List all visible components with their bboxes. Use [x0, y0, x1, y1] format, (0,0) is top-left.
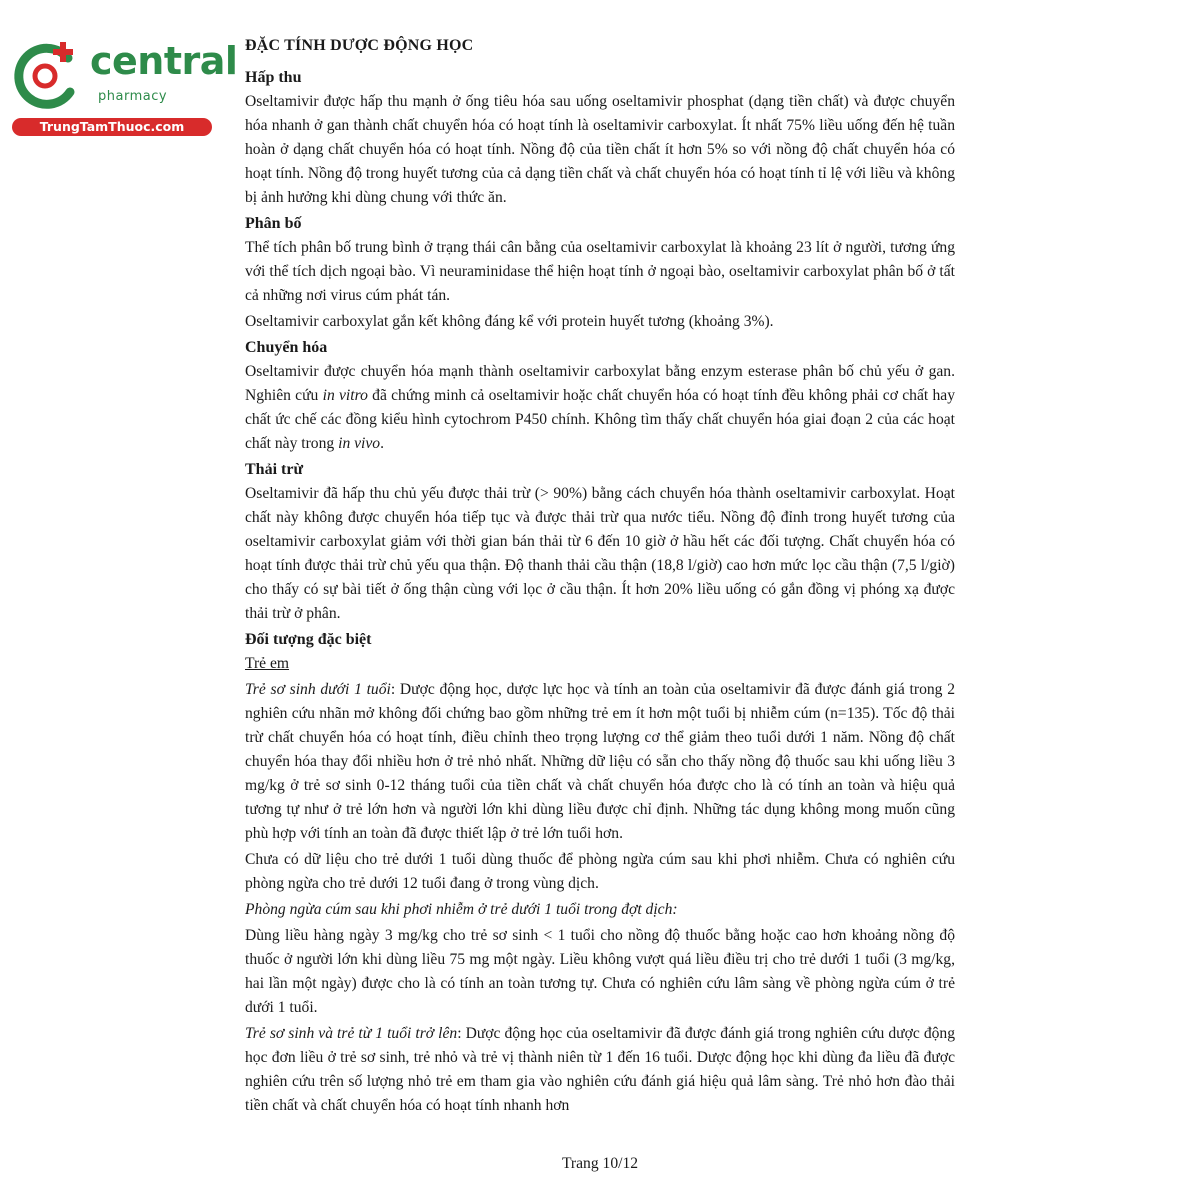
para-older: [245, 1022, 955, 1118]
logo-brand: central: [90, 39, 238, 83]
para-distribution-2: Oseltamivir carboxylat gắn kết không đáng kể với protein huyết tương (khoảng 3%).: [245, 313, 774, 330]
metabolism-italic-2: in vivo: [338, 435, 381, 452]
document-body: [245, 34, 955, 1120]
metabolism-text-c: .: [380, 435, 385, 452]
page-number: Trang 10/12: [561, 1155, 639, 1172]
heading-metabolism: Chuyển hóa: [245, 339, 328, 356]
heading-special-populations: Đối tượng đặc biệt: [245, 631, 372, 648]
metabolism-italic-1: in vitro: [322, 387, 368, 404]
logo-website: TrungTamThuoc.com: [12, 118, 212, 136]
italic-prophylaxis-wrap: [245, 898, 955, 922]
logo-sub: pharmacy: [98, 89, 168, 104]
para-elimination: Oseltamivir đã hấp thu chủ yếu được thải trừ (> 90%) bằng cách chuyển hóa thành oseltamivir carboxylat. Hoạt chất này không được chuyển hóa tiếp tục và được thải trừ qua nước tiểu. Nồng độ đỉnh trong huyết tương của oseltamivir carboxylat giảm với thời gian bán thải từ 6 đến 10 giờ ở hầu hết các đối tượng. Chất chuyển hóa có hoạt tính được thải trừ chủ yếu qua thận. Độ thanh thải cầu thận (18,8 l/giờ) cao hơn mức lọc cầu thận (7,5 l/giờ) cho thấy có sự bài tiết ở ống thận cùng với lọc ở cầu thận. Ít hơn 20% liều uống có gắn đồng vị phóng xạ được thải trừ ở phân.: [245, 485, 955, 622]
neonate-italic: Trẻ sơ sinh dưới 1 tuổi: [245, 681, 391, 698]
older-text: : Dược động học của oseltamivir đã được đánh giá trong nghiên cứu dược động học đơn liều ở trẻ sơ sinh, trẻ nhỏ và trẻ vị thành niên từ 1 đến 16 tuổi. Dược động học khi dùng đa liều đã được nghiên cứu trên số lượng nhỏ trẻ em tham gia vào nghiên cứu đánh giá hiệu quả lâm sàng. Trẻ nhỏ hơn đào thải tiền chất và chất chuyển hóa có hoạt tính nhanh hơn: [245, 1025, 956, 1114]
para-neonate: [245, 678, 955, 846]
older-italic: Trẻ sơ sinh và trẻ từ 1 tuổi trở lên: [245, 1025, 458, 1042]
heading-absorption: Hấp thu: [245, 69, 302, 86]
para-metabolism: [245, 360, 955, 456]
italic-prophylaxis: Phòng ngừa cúm sau khi phơi nhiễm ở trẻ dưới 1 tuổi trong đợt dịch:: [245, 901, 678, 918]
subheading-children-wrap: [245, 652, 955, 676]
para-nodata: Chưa có dữ liệu cho trẻ dưới 1 tuổi dùng thuốc để phòng ngừa cúm sau khi phơi nhiễm. Chưa có nghiên cứu phòng ngừa cho trẻ dưới 12 tuổi đang ở trong vùng dịch.: [245, 851, 955, 892]
metabolism-text-a: Oseltamivir được chuyển hóa mạnh thành oseltamivir carboxylat bằng enzym esterase phân bố chủ yếu ở gan. Nghiên cứu: [245, 363, 955, 404]
neonate-text: : Dược động học, dược lực học và tính an toàn của oseltamivir đã được đánh giá trong 2 nghiên cứu nhãn mở không đối chứng bao gồm những trẻ em ít hơn một tuổi bị nhiễm cúm (n=135). Tốc độ thải trừ chất chuyển hóa có hoạt tính, điều chỉnh theo trọng lượng cơ thể giảm theo tuổi dưới 1 năm. Nồng độ chất chuyển hóa thay đổi nhiều hơn ở trẻ nhỏ nhất. Những dữ liệu có sẵn cho thấy nồng độ thuốc sau khi uống liều 3 mg/kg ở trẻ sơ sinh 0-12 tháng tuổi của tiền chất và chất chuyển hóa được cho là có tính an toàn và hiệu quả tương tự như ở trẻ lớn hơn và người lớn khi dùng liều được chỉ định. Những tác dụng không mong muốn cũng phù hợp với tính an toàn đã được thiết lập ở trẻ lớn tuổi hơn.: [245, 681, 955, 842]
heading-elimination: Thải trừ: [245, 461, 304, 478]
para-absorption: Oseltamivir được hấp thu mạnh ở ống tiêu hóa sau uống oseltamivir phosphat (dạng tiền chất) và được chuyển hóa nhanh ở gan thành chất chuyển hóa có hoạt tính là oseltamivir carboxylat. Ít nhất 75% liều uống đến hệ tuần hoàn ở dạng chất chuyển hóa có hoạt tính. Nồng độ của tiền chất ít hơn 5% so với nồng độ chất chuyển hóa có hoạt tính. Nồng độ trong huyết tương của cả dạng tiền chất và chất chuyển hóa có hoạt tính tỉ lệ với liều và không bị ảnh hưởng khi dùng chung với thức ăn.: [245, 93, 955, 206]
logo-mark-icon: [10, 36, 90, 116]
central-pharmacy-logo: [10, 34, 238, 136]
para-distribution-1: Thể tích phân bố trung bình ở trạng thái cân bằng của oseltamivir carboxylat là khoảng 23 lít ở người, tương ứng với thể tích dịch ngoại bào. Vì neuraminidase thể hiện hoạt tính ở ngoại bào, oseltamivir carboxylat phân bố ở tất cả những nơi virus cúm phát tán.: [245, 239, 955, 304]
para-prophylaxis: Dùng liều hàng ngày 3 mg/kg cho trẻ sơ sinh < 1 tuổi cho nồng độ thuốc bằng hoặc cao hơn khoảng nồng độ thuốc ở người lớn khi dùng liều 75 mg một ngày. Liều không vượt quá liều điều trị cho trẻ dưới 1 tuổi (3 mg/kg, hai lần một ngày) được cho là có tính an toàn tương tự. Chưa có nghiên cứu lâm sàng về phòng ngừa cúm ở trẻ dưới 1 tuổi.: [245, 927, 955, 1016]
doc-title: ĐẶC TÍNH DƯỢC ĐỘNG HỌC: [245, 37, 474, 54]
subheading-children: Trẻ em: [245, 655, 290, 672]
metabolism-text-b: đã chứng minh cả oseltamivir hoặc chất chuyển hóa có hoạt tính đều không phải cơ chất hay chất ức chế các đồng kiểu hình cytochrom P450 chính. Không tìm thấy chất chuyển hóa giai đoạn 2 của các hoạt chất này trong: [245, 387, 955, 452]
heading-distribution: Phân bố: [245, 215, 302, 232]
